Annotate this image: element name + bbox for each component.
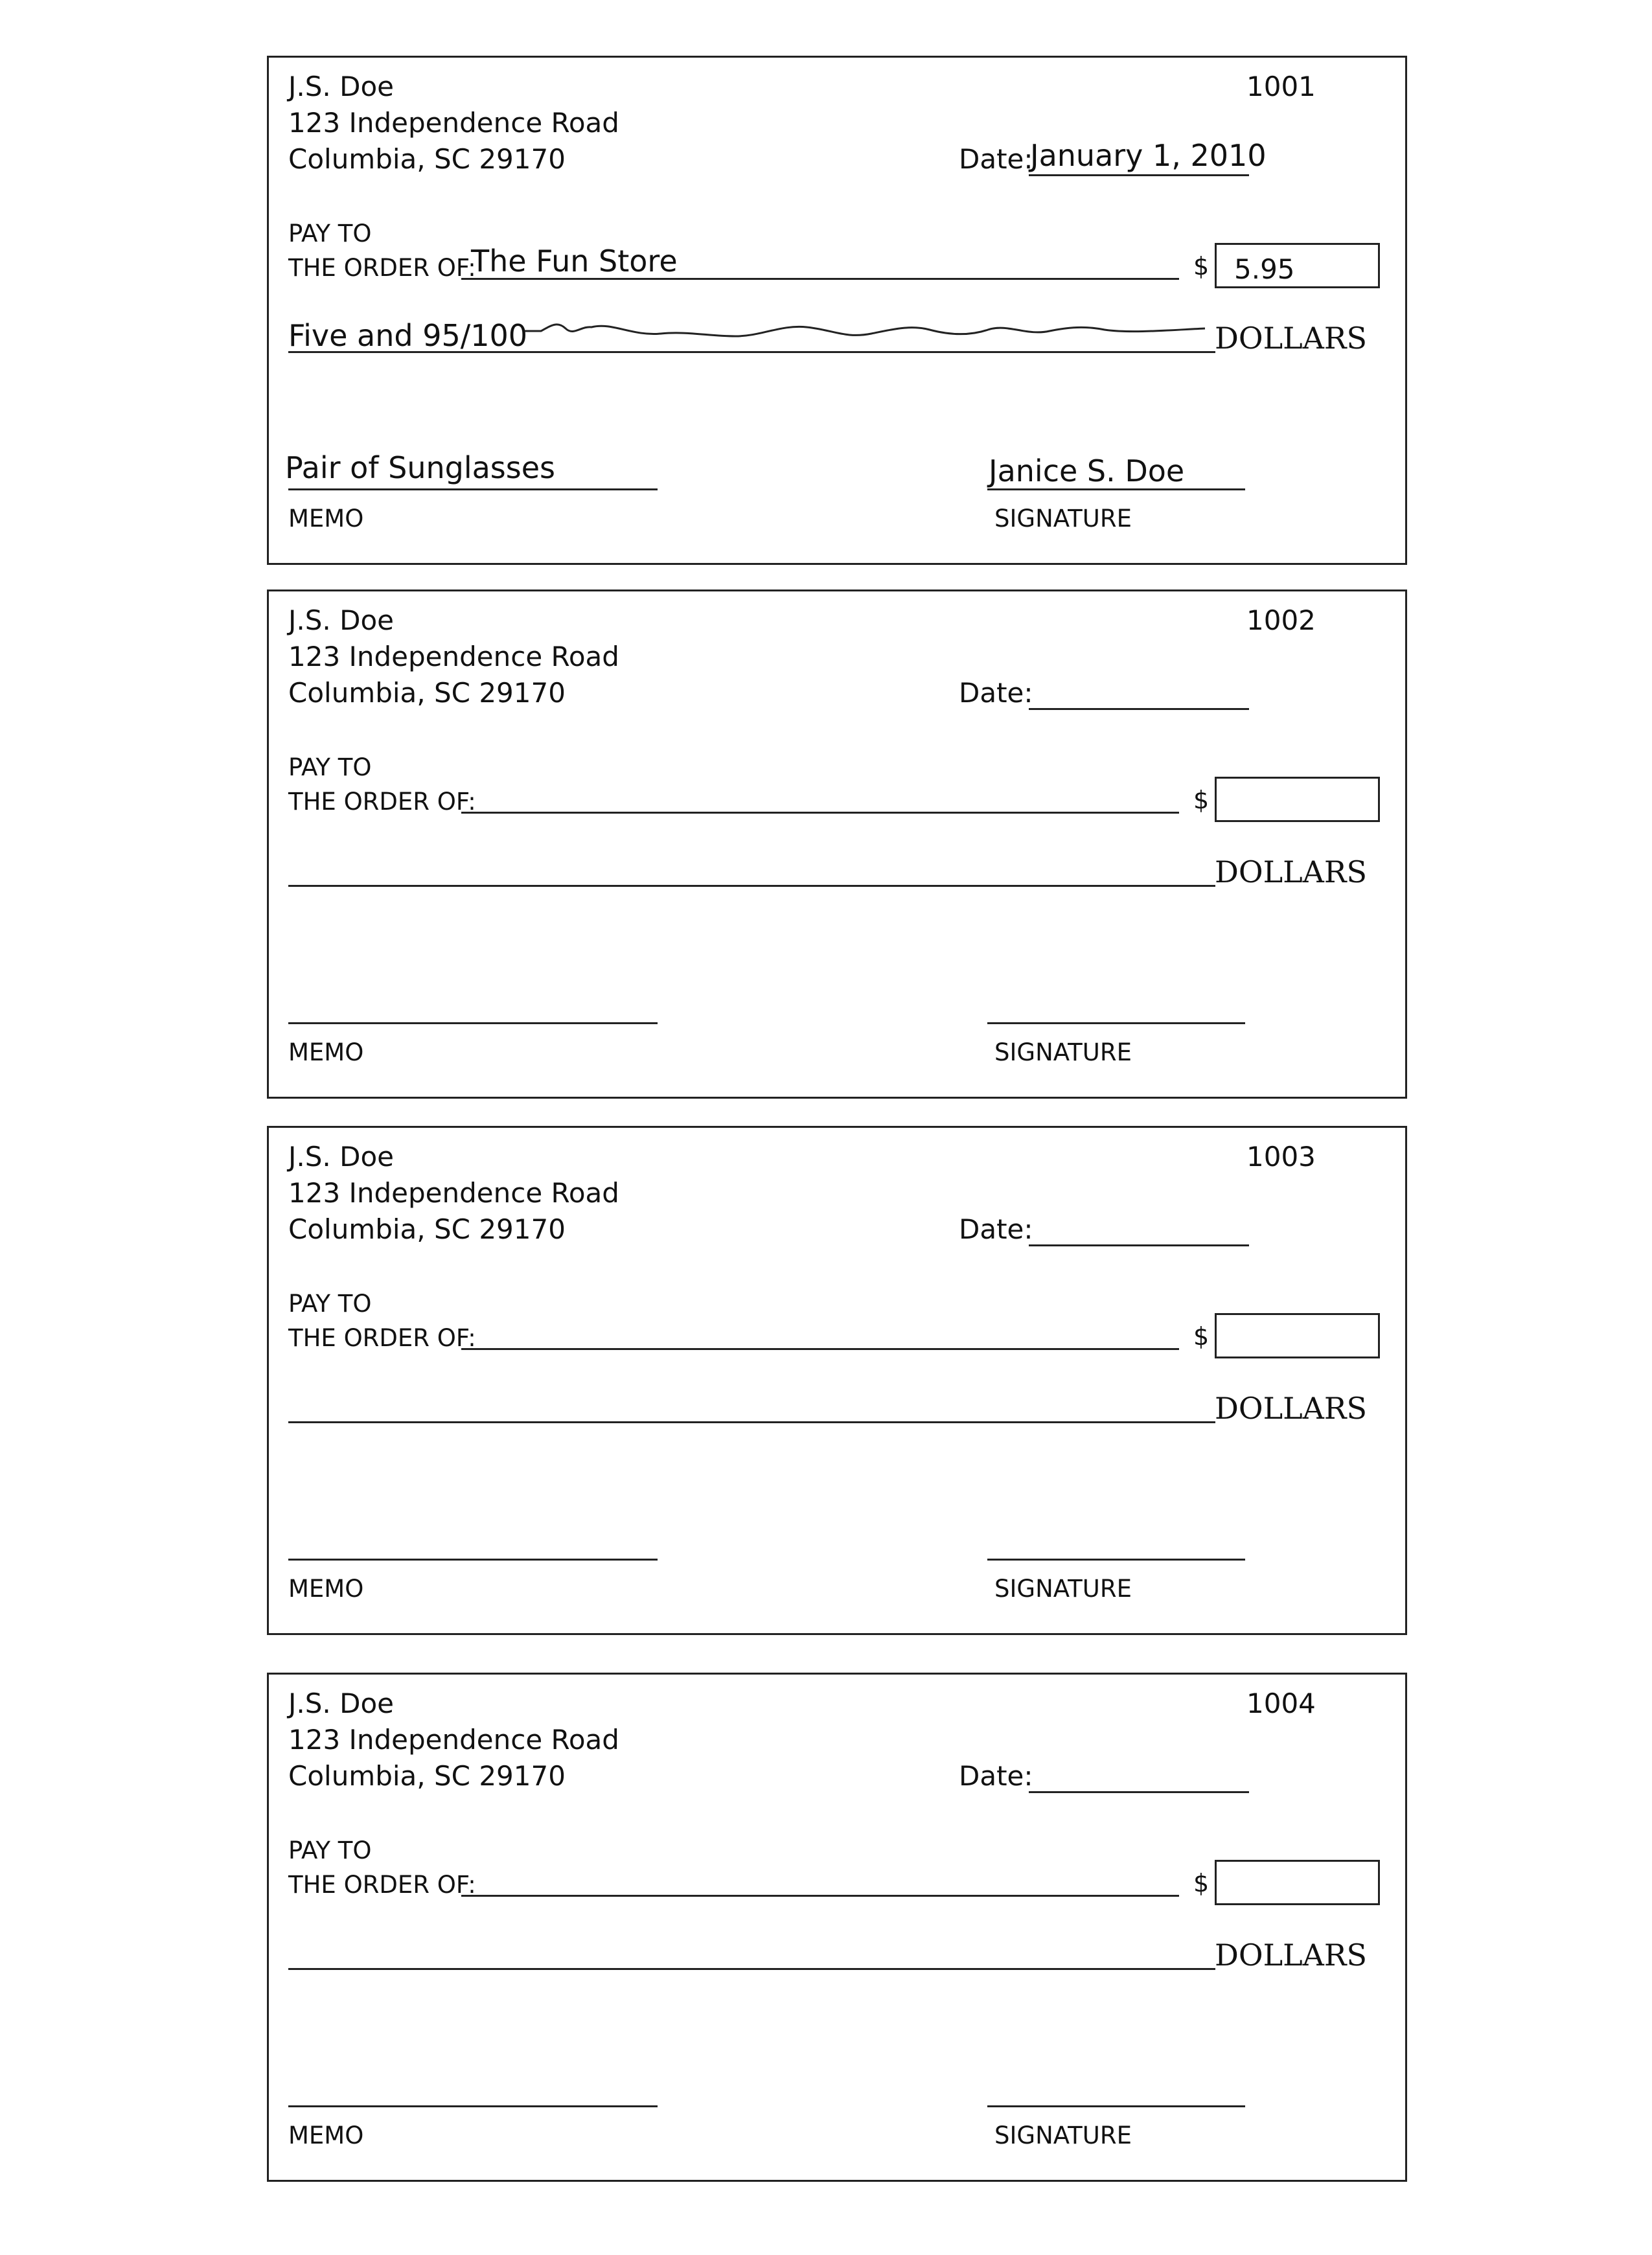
check-1001 — [267, 56, 1407, 565]
date-field[interactable] — [1029, 1791, 1249, 1793]
dollar-sign: $ — [1193, 1869, 1210, 1897]
pay-to-label: PAY TO — [288, 753, 372, 781]
date-field[interactable] — [1029, 1244, 1249, 1246]
check-1004 — [267, 1673, 1407, 2182]
memo-label: MEMO — [288, 1575, 364, 1603]
amount-box[interactable] — [1215, 1860, 1380, 1905]
memo-label: MEMO — [288, 2122, 364, 2149]
amount-words-field[interactable] — [288, 1421, 1215, 1423]
signature-label: SIGNATURE — [994, 2122, 1132, 2149]
order-of-label: THE ORDER OF: — [288, 1324, 476, 1352]
check-number: 1001 — [1246, 71, 1316, 102]
dollars-label: DOLLARS — [1215, 1391, 1368, 1426]
dollar-sign: $ — [1193, 1322, 1210, 1351]
date-label: Date: — [959, 1760, 1033, 1792]
signature-field[interactable] — [987, 1559, 1245, 1561]
amount-words: Five and 95/100 — [288, 318, 528, 353]
dollars-label: DOLLARS — [1215, 1938, 1368, 1973]
payer-name: J.S. Doe — [288, 1141, 394, 1173]
signature-label: SIGNATURE — [994, 505, 1132, 532]
signature-label: SIGNATURE — [994, 1038, 1132, 1066]
payer-city: Columbia, SC 29170 — [288, 677, 566, 709]
signature-label: SIGNATURE — [994, 1575, 1132, 1603]
date-label: Date: — [959, 1213, 1033, 1245]
memo-field[interactable] — [288, 488, 658, 490]
amount-box[interactable] — [1215, 777, 1380, 822]
check-1003 — [267, 1126, 1407, 1635]
squiggle-line — [522, 314, 1215, 347]
payee-value: The Fun Store — [471, 244, 678, 279]
memo-field[interactable] — [288, 2105, 658, 2107]
payer-name: J.S. Doe — [288, 1688, 394, 1719]
date-label: Date: — [959, 143, 1033, 175]
memo-field[interactable] — [288, 1022, 658, 1024]
pay-to-label: PAY TO — [288, 220, 372, 247]
payee-field[interactable] — [461, 812, 1179, 814]
payer-street: 123 Independence Road — [288, 107, 619, 139]
check-number: 1003 — [1246, 1141, 1316, 1173]
check-number: 1002 — [1246, 604, 1316, 636]
pay-to-label: PAY TO — [288, 1290, 372, 1318]
payee-field[interactable] — [461, 1895, 1179, 1897]
payer-city: Columbia, SC 29170 — [288, 143, 566, 175]
pay-to-label: PAY TO — [288, 1837, 372, 1864]
dollar-sign: $ — [1193, 252, 1210, 280]
signature-field[interactable] — [987, 2105, 1245, 2107]
signature-value: Janice S. Doe — [989, 453, 1185, 488]
memo-value: Pair of Sunglasses — [285, 450, 556, 485]
amount-words-field[interactable] — [288, 351, 1215, 353]
memo-label: MEMO — [288, 1038, 364, 1066]
check-number: 1004 — [1246, 1688, 1316, 1719]
dollars-label: DOLLARS — [1215, 854, 1368, 889]
signature-field[interactable] — [987, 488, 1245, 490]
signature-field[interactable] — [987, 1022, 1245, 1024]
order-of-label: THE ORDER OF: — [288, 254, 476, 282]
amount-value: 5.95 — [1234, 253, 1295, 285]
date-label: Date: — [959, 677, 1033, 709]
amount-box[interactable] — [1215, 1313, 1380, 1358]
payer-city: Columbia, SC 29170 — [288, 1213, 566, 1245]
order-of-label: THE ORDER OF: — [288, 788, 476, 816]
amount-words-field[interactable] — [288, 1968, 1215, 1970]
payer-name: J.S. Doe — [288, 604, 394, 636]
date-field[interactable] — [1029, 174, 1249, 176]
dollar-sign: $ — [1193, 786, 1210, 814]
amount-words-field[interactable] — [288, 885, 1215, 887]
order-of-label: THE ORDER OF: — [288, 1871, 476, 1899]
payer-street: 123 Independence Road — [288, 641, 619, 672]
payer-street: 123 Independence Road — [288, 1177, 619, 1209]
payer-name: J.S. Doe — [288, 71, 394, 102]
memo-label: MEMO — [288, 505, 364, 532]
dollars-label: DOLLARS — [1215, 321, 1368, 356]
payee-field[interactable] — [461, 1348, 1179, 1350]
memo-field[interactable] — [288, 1559, 658, 1561]
payee-field[interactable] — [461, 278, 1179, 280]
payer-street: 123 Independence Road — [288, 1724, 619, 1756]
check-1002 — [267, 590, 1407, 1099]
date-value: January 1, 2010 — [1030, 138, 1267, 173]
date-field[interactable] — [1029, 708, 1249, 710]
payer-city: Columbia, SC 29170 — [288, 1760, 566, 1792]
